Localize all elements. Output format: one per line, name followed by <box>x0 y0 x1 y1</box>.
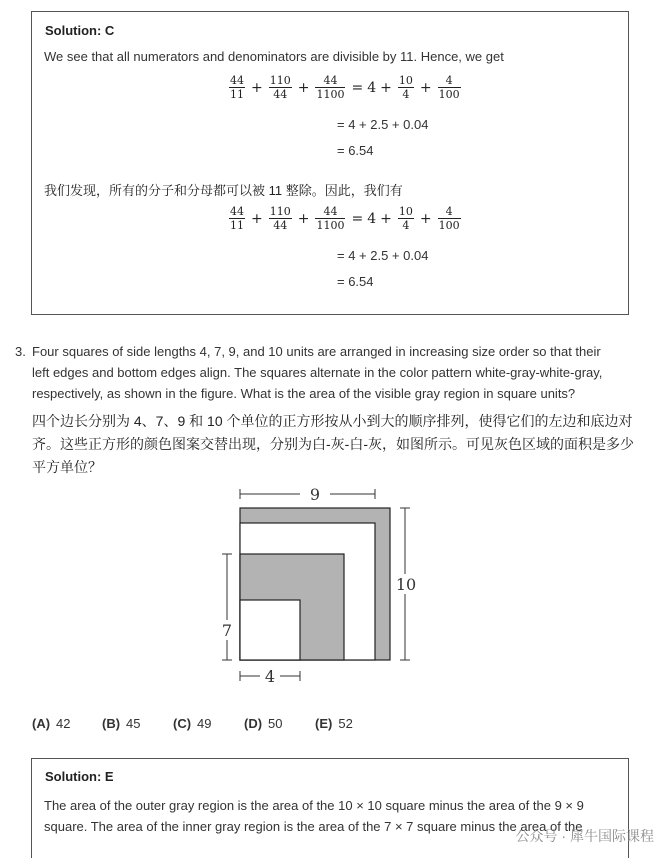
fraction: $\frac{4}{100}$ <box>438 205 460 232</box>
question-number: 3. <box>15 344 26 359</box>
fraction: $\frac{10}{4}$ <box>398 205 413 232</box>
fraction: $\frac{110}{44}$ <box>269 205 291 232</box>
question-en-line: Four squares of side lengths 4, 7, 9, and 10 units are arranged in increasing size order so that their <box>32 344 601 359</box>
choice-e[interactable]: (E) 52 <box>315 716 353 731</box>
equation-line-3: = 6.54 <box>337 143 374 158</box>
choice-b[interactable]: (B) 45 <box>102 716 141 731</box>
solution-title: Solution: E <box>45 769 114 784</box>
choice-a[interactable]: (A) 42 <box>32 716 71 731</box>
question-en-line: left edges and bottom edges align. The squares alternate in the color pattern white-gray-white-gray, <box>32 365 603 380</box>
solution-intro-en: We see that all numerators and denominators are divisible by 11. Hence, we get <box>44 49 504 64</box>
choice-c[interactable]: (C) 49 <box>173 716 212 731</box>
equation-lhs: $\frac{44}{11}$ + $\frac{110}{44}$ + $\frac{44}{1100}$ = 4 + $\frac{10}{4}$ + $\frac{4}{100}$ <box>230 74 460 101</box>
label-top: 9 <box>309 485 321 504</box>
solution-title: Solution: C <box>45 23 115 38</box>
fraction: $\frac{44}{11}$ <box>230 205 244 232</box>
watermark: 公众号 · 犀牛国际课程 <box>515 828 654 844</box>
solution-intro-zh: 我们发现，所有的分子和分母都可以被 11 整除。因此，我们有 <box>44 183 403 198</box>
question-en-line: respectively, as shown in the figure. What is the area of the visible gray region in square units? <box>32 386 576 401</box>
solution-text-line: The area of the outer gray region is the area of the 10 × 10 square minus the area of the 9 × 9 <box>44 798 584 813</box>
label-right: 10 <box>395 575 417 594</box>
fraction: $\frac{4}{100}$ <box>438 74 460 101</box>
fraction: $\frac{10}{4}$ <box>398 74 413 101</box>
solution-box-1 <box>31 11 629 315</box>
equation-line-2-zh: = 4 + 2.5 + 0.04 <box>337 248 429 263</box>
question-zh-line: 平方单位？ <box>32 459 102 475</box>
fraction: $\frac{44}{1100}$ <box>316 205 345 232</box>
equation-line-2: = 4 + 2.5 + 0.04 <box>337 117 429 132</box>
fraction: $\frac{44}{1100}$ <box>316 74 345 101</box>
fraction: $\frac{110}{44}$ <box>269 74 291 101</box>
squares-figure <box>215 480 425 690</box>
fraction: $\frac{44}{11}$ <box>230 74 244 101</box>
equation-lhs-zh: $\frac{44}{11}$ + $\frac{110}{44}$ + $\frac{44}{1100}$ = 4 + $\frac{10}{4}$ + $\frac{4}{100}$ <box>230 205 460 232</box>
label-bottom: 4 <box>264 667 276 686</box>
solution-text-line: square. The area of the inner gray region is the area of the 7 × 7 square minus the area of the <box>44 819 583 834</box>
square-4 <box>240 600 300 660</box>
choice-d[interactable]: (D) 50 <box>244 716 283 731</box>
equation-line-3-zh: = 6.54 <box>337 274 374 289</box>
question-zh-line: 四个边长分别为 4、7、9 和 10 个单位的正方形按从小到大的顺序排列，使得它们的左边和底边对 <box>32 413 633 429</box>
label-left: 7 <box>221 621 233 640</box>
question-zh-line: 齐。这些正方形的颜色图案交替出现，分别为白-灰-白-灰，如图所示。可见灰色区域的面积是多少 <box>32 436 634 452</box>
